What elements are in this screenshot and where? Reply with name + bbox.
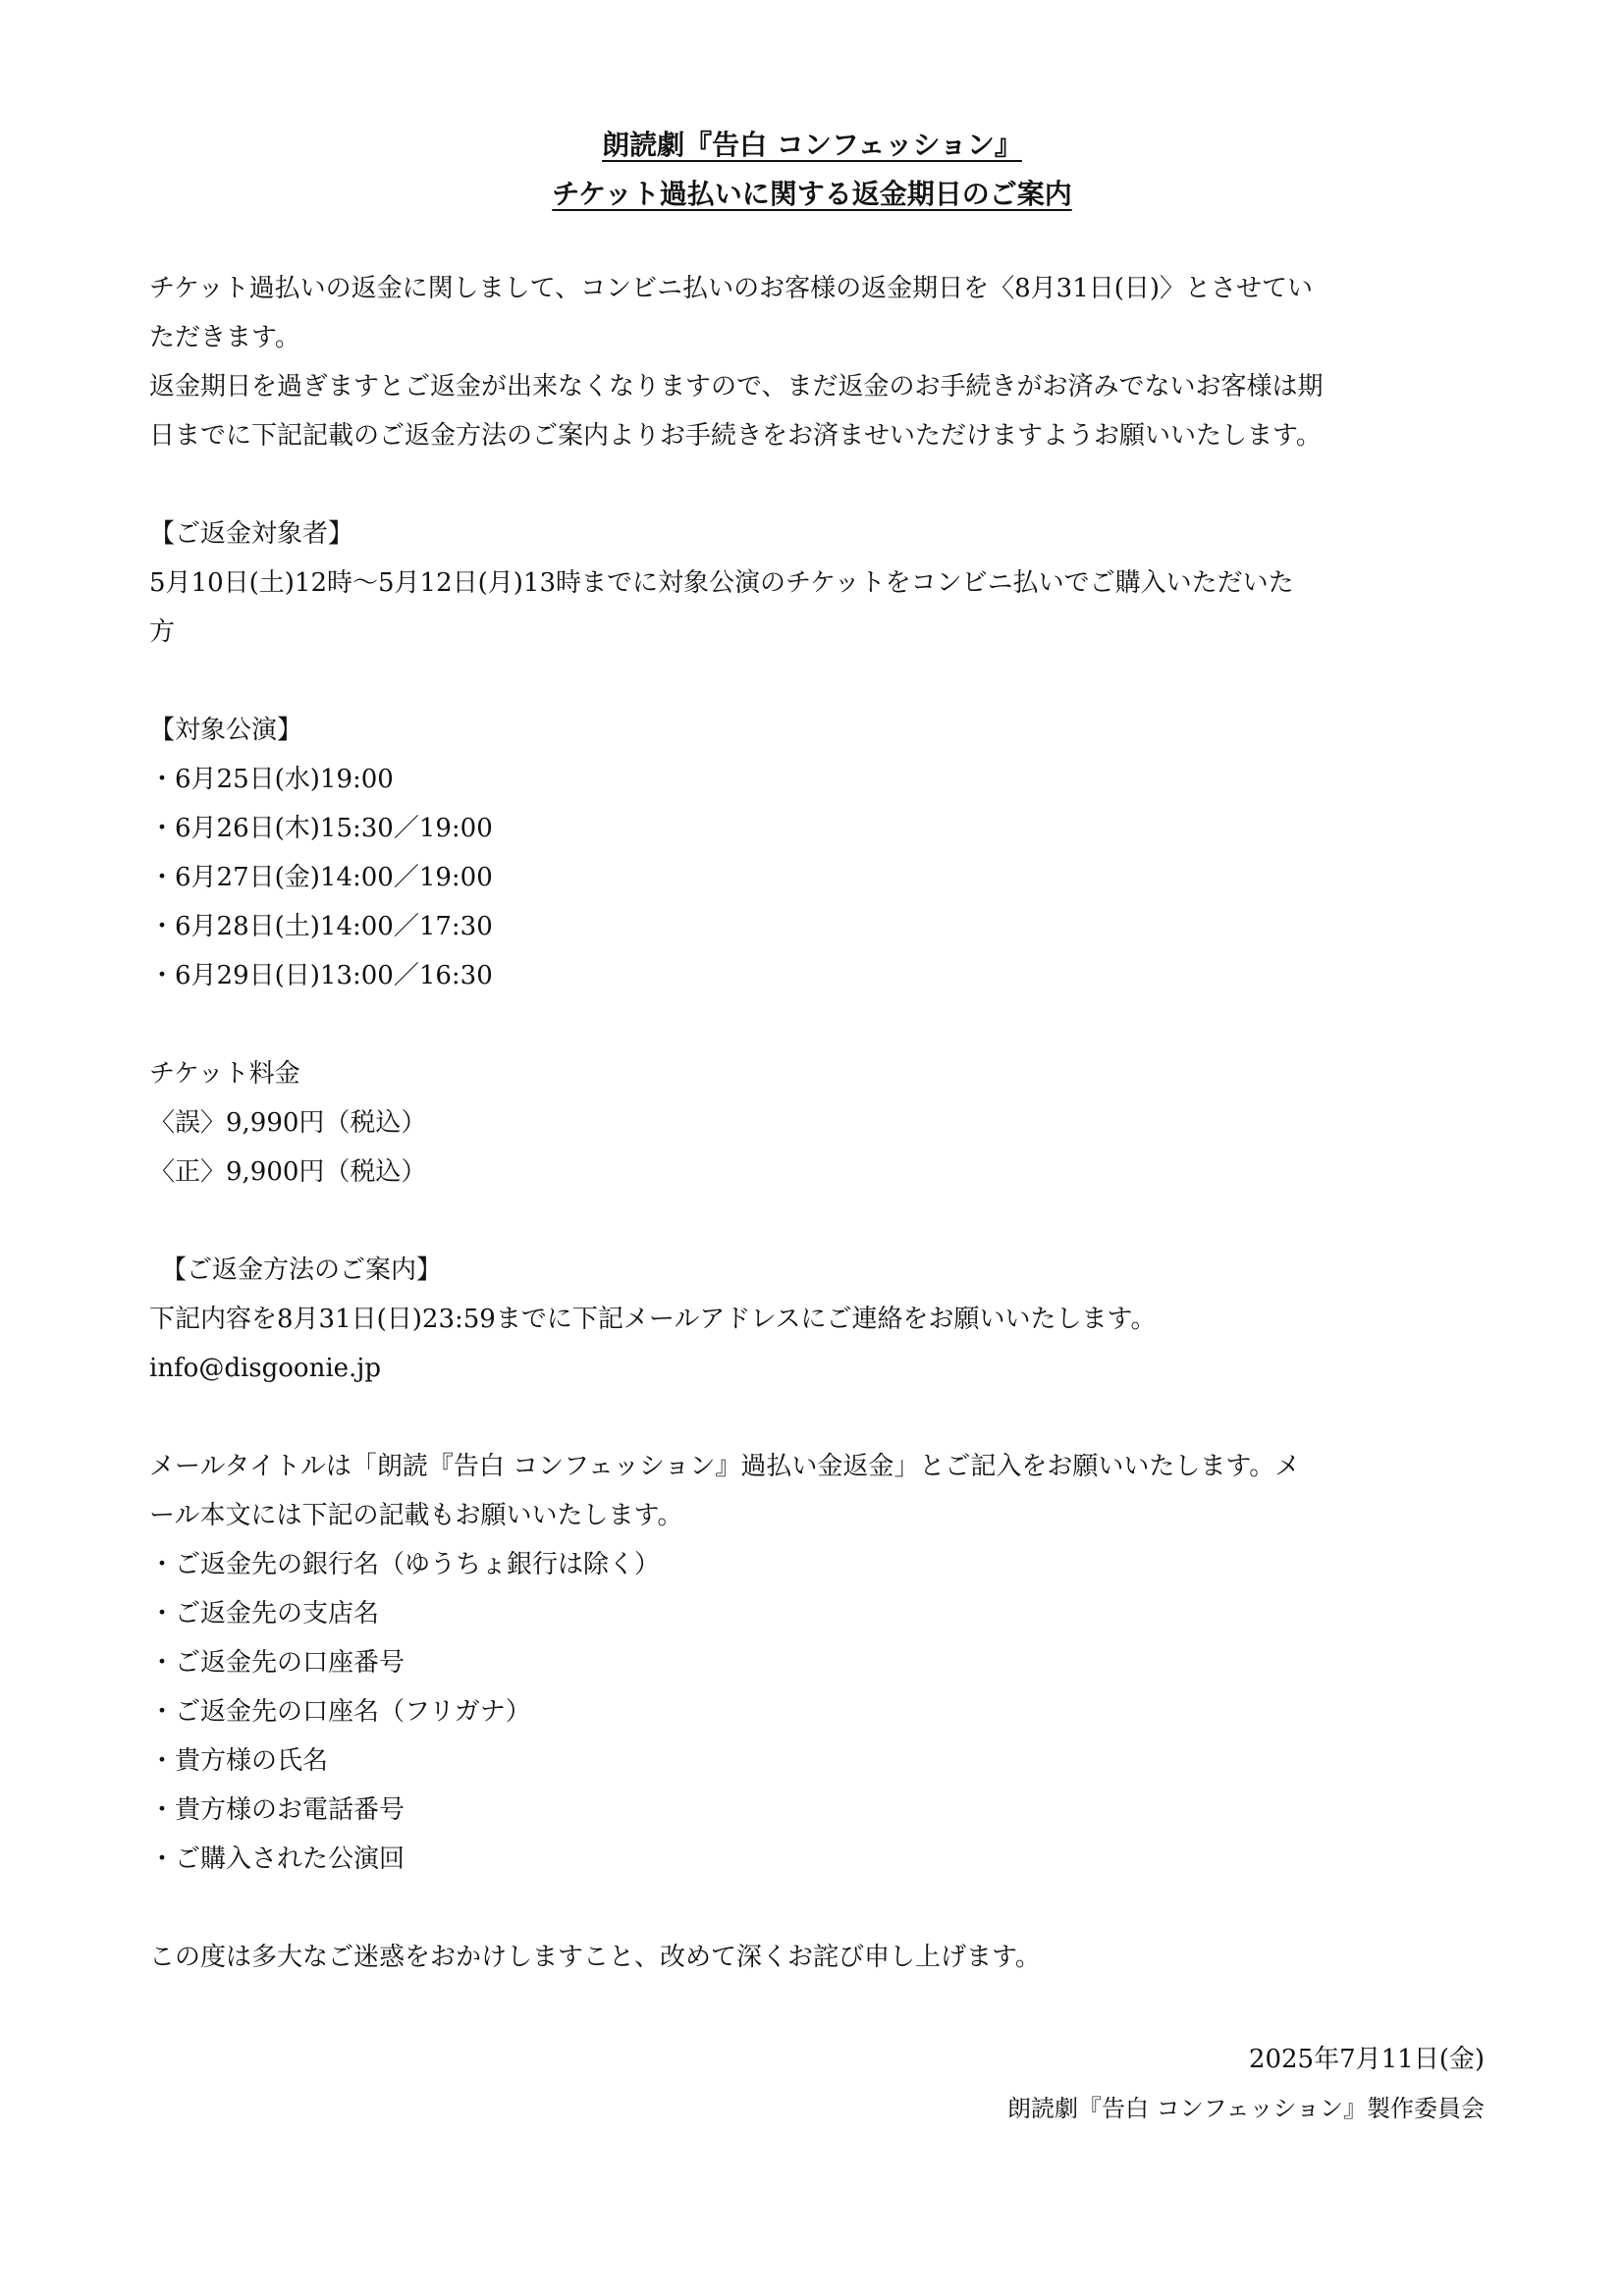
spacer [149,460,1485,509]
spacer [149,657,1485,706]
performance-item: ・6月26日(木)15:30／19:00 [149,814,493,843]
document-body [149,264,1485,1982]
title-line-1: 朗読劇『告白 コンフェッション』 [602,129,1022,161]
mail-item: ・ご購入された公演回 [149,1844,406,1874]
refund-targets-section [149,509,1485,657]
method-line: 下記内容を8月31日(日)23:59までに下記メールアドレスにご連絡をお願いいたします。 [149,1305,1157,1334]
section-heading: 【ご返金方法のご案内】 [161,1255,443,1285]
mail-item: ・ご返金先の口座番号 [149,1648,406,1678]
mail-item: ・ご返金先の支店名 [149,1599,380,1629]
contact-email[interactable]: info@disgoonie.jp [149,1354,382,1383]
price-wrong: 〈誤〉9,990円（税込） [149,1108,427,1138]
spacer [149,1197,1485,1246]
spacer [149,1884,1485,1933]
intro-line: 返金期日を過ぎますとご返金が出来なくなりますので、まだ返金のお手続きがお済みでないお客様は期 [149,372,1324,401]
intro-line: ただきます。 [149,323,300,352]
mail-item: ・貴方様のお電話番号 [149,1795,406,1825]
performance-item: ・6月25日(水)19:00 [149,765,394,794]
title-line-2: チケット過払いに関する返金期日のご案内 [552,178,1072,210]
performance-item: ・6月27日(金)14:00／19:00 [149,863,493,892]
mail-line: ール本文には下記の記載もお願いいたします。 [149,1501,683,1530]
intro-line: 日までに下記記載のご返金方法のご案内よりお手続きをお済ませいただけますようお願いいたします。 [149,421,1322,451]
mail-item: ・ご返金先の銀行名（ゆうちょ銀行は除く） [149,1550,661,1579]
issue-date: 2025年7月11日(金) [1248,2045,1485,2074]
performance-item: ・6月28日(土)14:00／17:30 [149,912,493,941]
targets-line: 方 [149,617,176,647]
spacer [149,1393,1485,1442]
signature-block [1007,2035,1485,2133]
section-heading: 【ご返金対象者】 [149,519,354,549]
mail-instructions-section [149,1442,1485,1884]
document-title [0,121,1624,219]
spacer [149,1000,1485,1049]
performances-section [149,706,1485,1000]
price-section [149,1049,1485,1197]
apology-text: この度は多大なご迷惑をおかけしますこと、改めて深くお詫び申し上げます。 [149,1943,1041,1972]
targets-line: 5月10日(土)12時〜5月12日(月)13時までに対象公演のチケットをコンビニ払いでご購入いただいた [149,568,1294,598]
mail-item: ・ご返金先の口座名（フリガナ） [149,1697,531,1727]
section-heading: 【対象公演】 [149,716,303,745]
intro-line: チケット過払いの返金に関しまして、コンビニ払いのお客様の返金期日を〈8月31日(日)〉とさせてい [149,274,1314,303]
mail-item: ・貴方様の氏名 [149,1746,329,1776]
issuer-name: 朗読劇『告白 コンフェッション』製作委員会 [1007,2095,1485,2122]
performance-item: ・6月29日(日)13:00／16:30 [149,961,493,990]
price-correct: 〈正〉9,900円（税込） [149,1157,427,1187]
section-heading: チケット料金 [149,1059,300,1089]
intro-paragraph [149,264,1485,460]
refund-method-section [149,1246,1485,1393]
mail-line: メールタイトルは「朗読『告白 コンフェッション』過払い金返金」とご記入をお願いいたします。メ [149,1452,1301,1481]
